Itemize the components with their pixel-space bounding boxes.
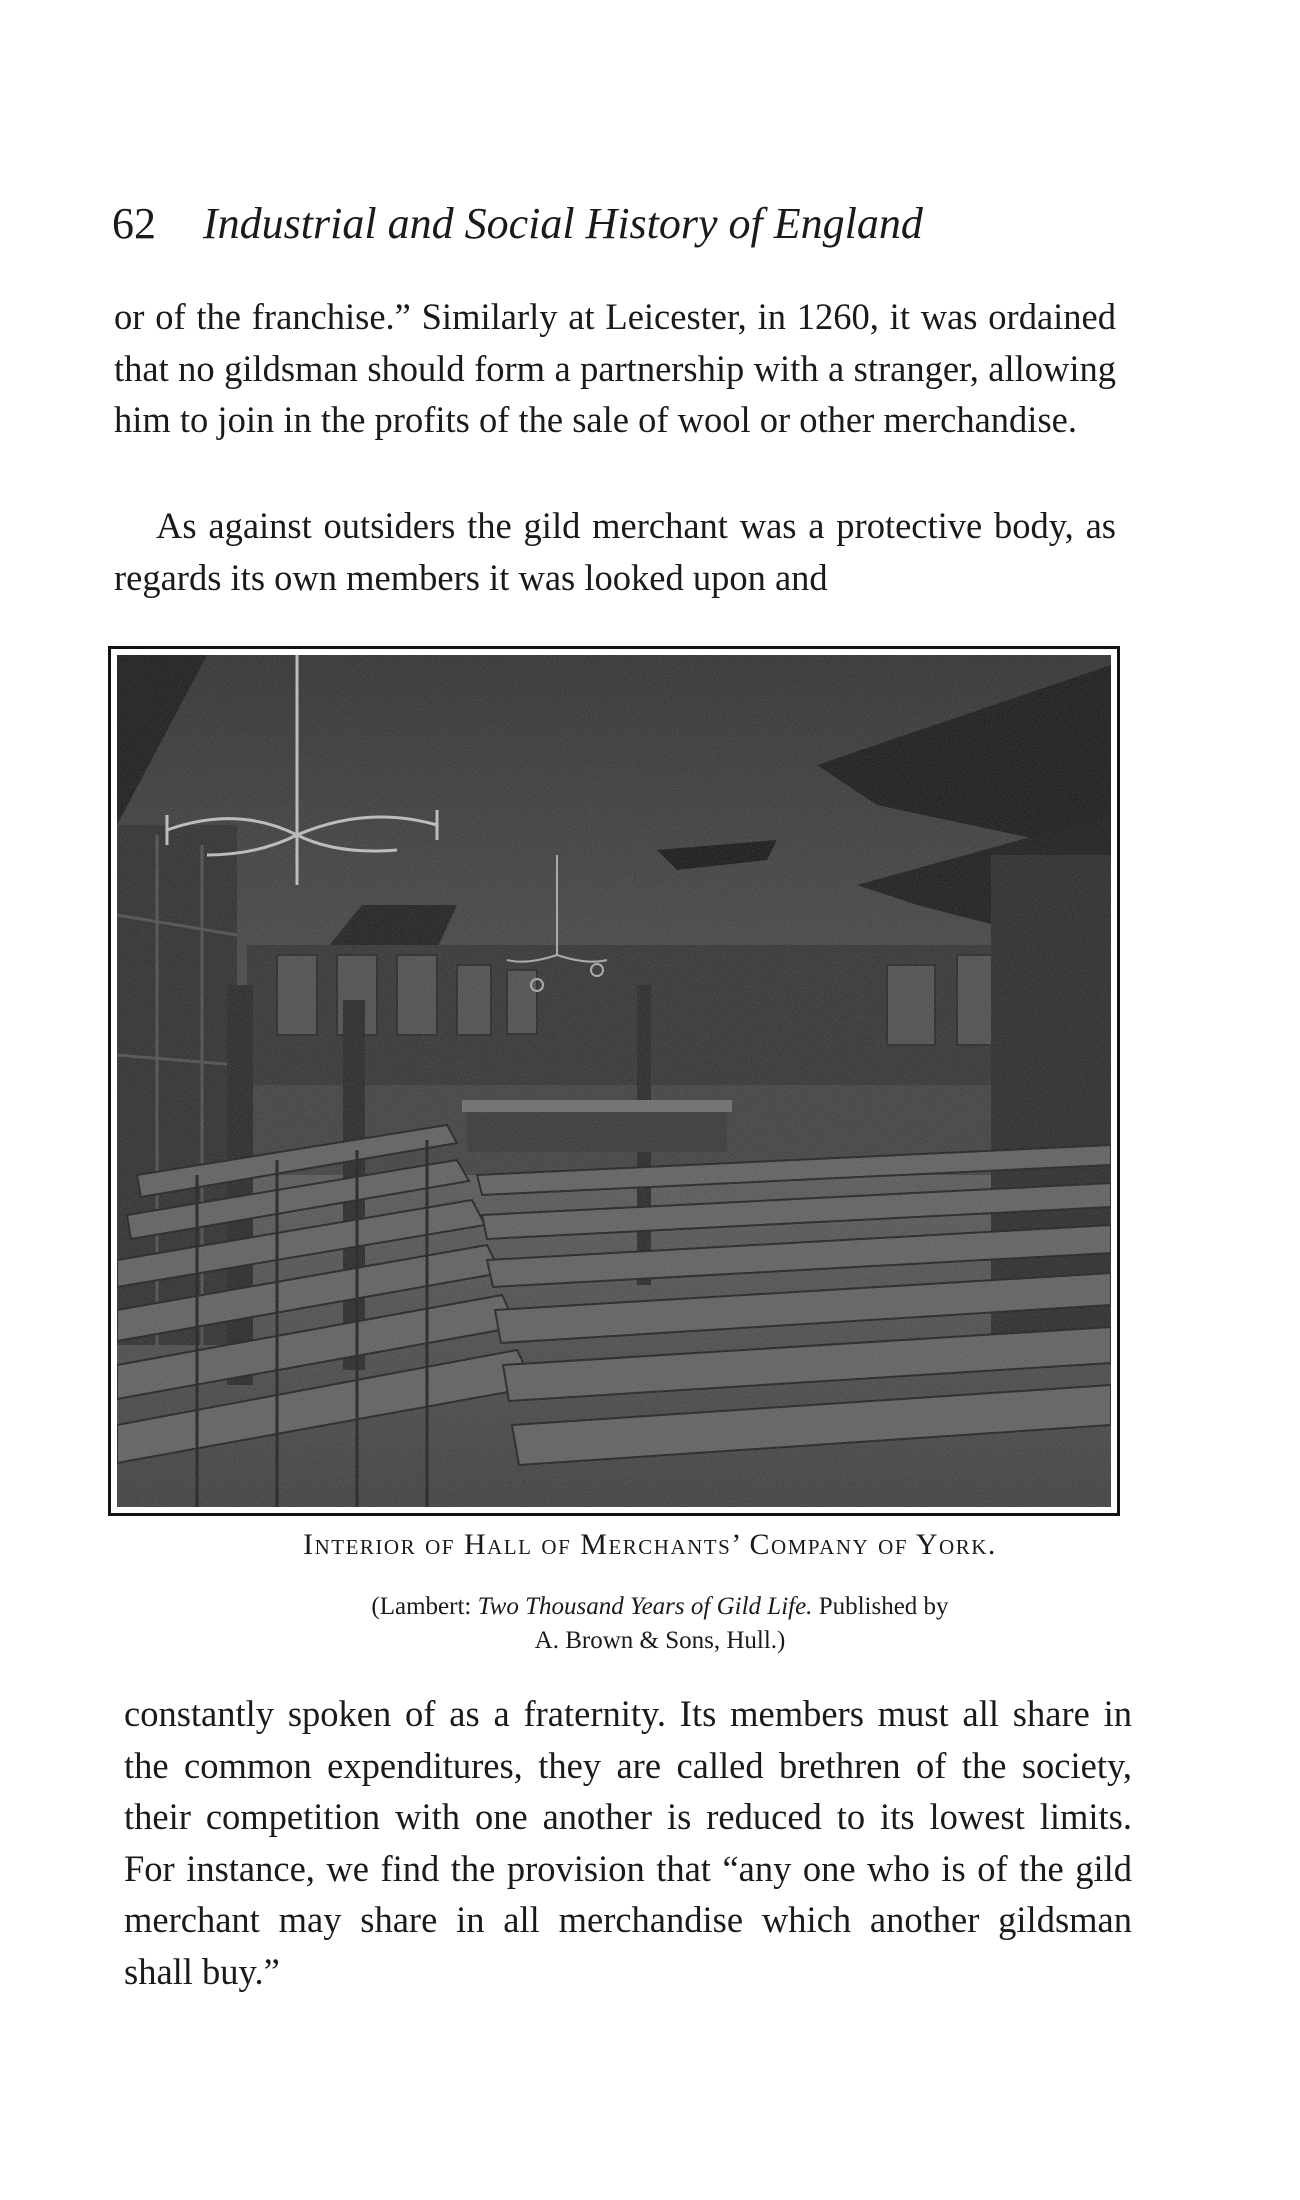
credit-publisher: A. Brown & Sons, Hull.) xyxy=(534,1627,786,1654)
credit-suffix: Published by xyxy=(812,1593,949,1620)
paragraph-1: or of the franchise.” Similarly at Leicester, in 1260, it was ordained that no gildsman should form a partnership with a stranger, allowing him to join in the profits of the sale of wool or other merchandise. xyxy=(114,296,1116,440)
running-head xyxy=(112,196,1032,252)
illustration-plate xyxy=(108,646,1120,1516)
figure-caption: Interior of Hall of Merchants’ Company of York. xyxy=(303,1528,997,1561)
credit-prefix: (Lambert: xyxy=(371,1593,478,1620)
running-title: Industrial and Social History of England xyxy=(203,199,923,248)
paragraph-2: As against outsiders the gild merchant was a protective body, as regards its own members it was looked upon and xyxy=(114,505,1116,598)
figure-credit xyxy=(200,1590,1120,1658)
page-number: 62 xyxy=(112,199,156,248)
hall-interior-illustration xyxy=(117,655,1111,1507)
paragraph-3: constantly spoken of as a fraternity. Its members must all share in the common expenditures, they are called brethren of the society, their competition with one another is reduced to its lowest limits. For instance, we find the provision that “any one who is of the gild merchant may share in all merchandise which another gildsman shall buy.” xyxy=(124,1693,1132,1992)
credit-book-title: Two Thousand Years of Gild Life. xyxy=(477,1593,813,1620)
